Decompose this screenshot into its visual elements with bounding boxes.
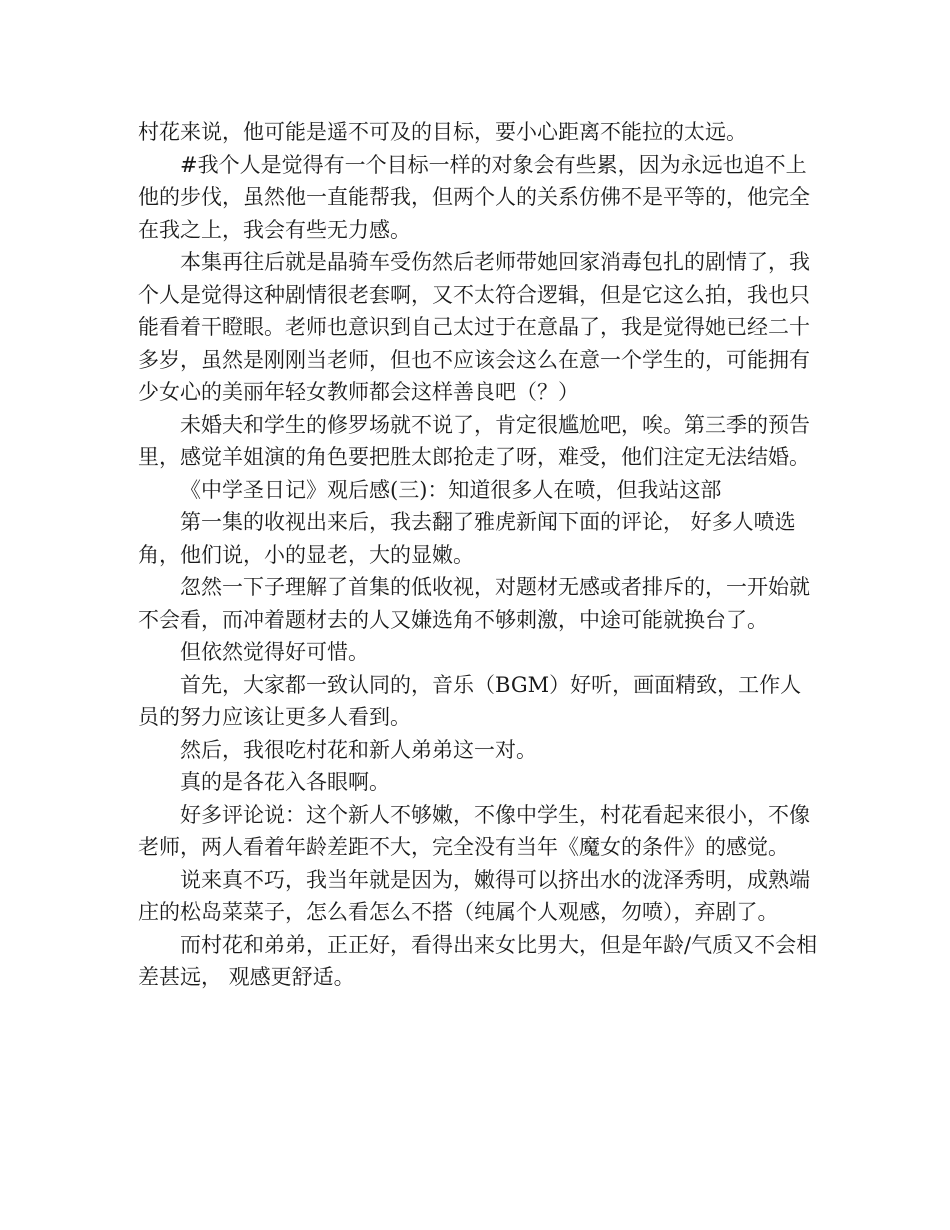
paragraph: 第一集的收视出来后，我去翻了雅虎新闻下面的评论， 好多人喷选角，他们说，小的显老，大的显嫩。	[138, 510, 796, 567]
paragraph: 未婚夫和学生的修罗场就不说了，肯定很尴尬吧，唉。第三季的预告里，感觉羊姐演的角色要把胜太郎抢走了呀，难受，他们注定无法结婚。	[138, 412, 810, 469]
paragraph: 而村花和弟弟，正正好，看得出来女比男大，但是年龄/气质又不会相差甚远， 观感更舒适。	[138, 932, 818, 989]
paragraph: 本集再往后就是晶骑车受伤然后老师带她回家消毒包扎的剧情了，我个人是觉得这种剧情很老套啊，又不太符合逻辑，但是它这么拍，我也只能看着干瞪眼。老师也意识到自己太过于在意晶了，我是觉得她已经二十多岁，虽然是刚刚当老师，但也不应该会这么在意一个学生的，可能拥有少女心的美丽年轻女教师都会这样善良吧（？）	[138, 250, 810, 404]
paragraph: 但依然觉得好可惜。	[180, 640, 369, 664]
paragraph: 忽然一下子理解了首集的低收视，对题材无感或者排斥的，一开始就不会看，而冲着题材去的人又嫌选角不够刺激，中途可能就换台了。	[138, 575, 810, 632]
paragraph: 好多评论说：这个新人不够嫩，不像中学生，村花看起来很小，不像老师，两人看着年龄差距不大，完全没有当年《魔女的条件》的感觉。	[138, 802, 810, 859]
paragraph: 首先，大家都一致认同的，音乐（BGM）好听，画面精致，工作人员的努力应该让更多人看到。	[138, 672, 802, 729]
body-text	[138, 116, 818, 994]
paragraph-continuation: 村花来说，他可能是遥不可及的目标，要小心距离不能拉的太远。	[138, 120, 747, 144]
section-heading: 《中学圣日记》观后感(三)：知道很多人在喷，但我站这部	[180, 477, 722, 502]
paragraph: 真的是各花入各眼啊。	[180, 770, 390, 794]
paragraph: 然后，我很吃村花和新人弟弟这一对。	[180, 737, 537, 762]
paragraph: 说来真不巧，我当年就是因为，嫩得可以挤出水的泷泽秀明，成熟端庄的松岛菜菜子，怎么看怎么不搭（纯属个人观感，勿喷），弃剧了。	[138, 867, 810, 924]
paragraph: #我个人是觉得有一个目标一样的对象会有些累，因为永远也追不上他的步伐，虽然他一直能帮我，但两个人的关系仿佛不是平等的，他完全在我之上，我会有些无力感。	[138, 152, 810, 242]
